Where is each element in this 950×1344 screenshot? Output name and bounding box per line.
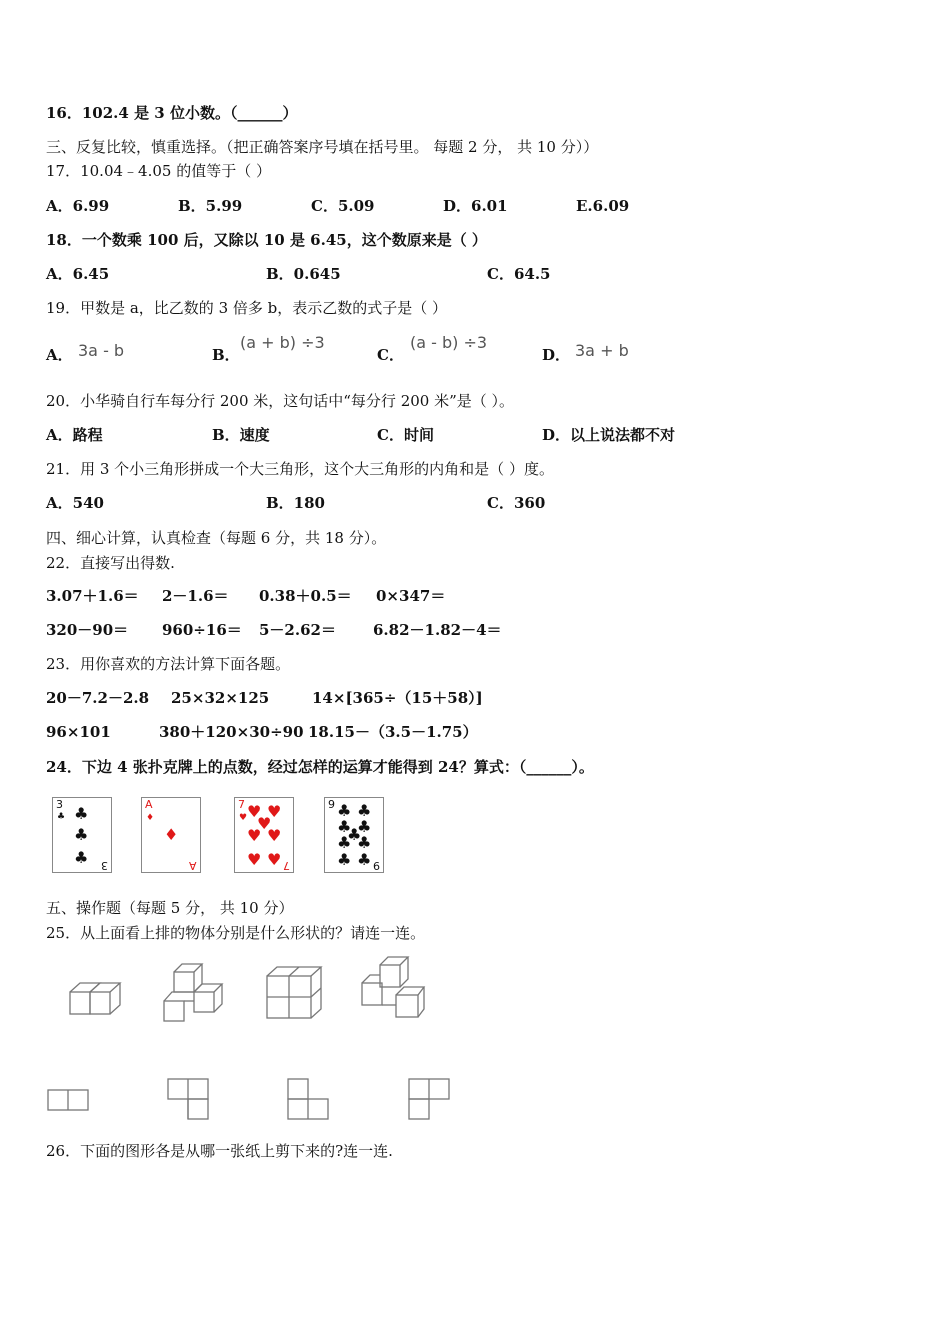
club-icon: ♣	[57, 812, 66, 822]
section-5-heading: 五、操作题（每题 5 分， 共 10 分）	[46, 899, 294, 917]
club-icon: ♣	[357, 817, 372, 836]
card-rank: 7	[283, 859, 290, 872]
q19-label-d[interactable]: D．	[542, 346, 571, 364]
diamond-icon: ♦	[164, 825, 179, 844]
q17-option-e[interactable]: E.6.09	[576, 197, 630, 215]
cube-figure-3[interactable]	[263, 962, 323, 1022]
question-19-stem: 19．甲数是 a，比乙数的 3 倍多 b，表示乙数的式子是（ ）	[46, 299, 448, 317]
club-icon: ♣	[74, 804, 89, 823]
q17-option-b[interactable]: B．5.99	[178, 197, 243, 215]
q22-item: 2－1.6＝	[162, 587, 229, 605]
q18-option-a[interactable]: A．6.45	[46, 265, 110, 283]
club-icon: ♣	[357, 801, 372, 820]
club-icon: ♣	[337, 801, 352, 820]
q20-option-c[interactable]: C．时间	[377, 426, 434, 444]
club-icon: ♣	[347, 825, 362, 844]
playing-card-3-clubs	[52, 797, 112, 873]
heart-icon: ♥	[247, 826, 262, 845]
q23-item: 14×[365÷（15＋58）]	[312, 689, 483, 707]
cube-figure-1[interactable]	[66, 975, 126, 1020]
q19-expr-a: 3a - b	[78, 341, 125, 360]
card-rank: 3	[56, 798, 63, 811]
q19-label-a[interactable]: A．	[46, 346, 73, 364]
heart-icon: ♥	[239, 813, 248, 823]
top-view-shape-3[interactable]	[286, 1077, 332, 1123]
q19-expr-d: 3a + b	[575, 341, 629, 360]
club-icon: ♣	[357, 850, 372, 869]
question-26-stem: 26．下面的图形各是从哪一张纸上剪下来的?连一连.	[46, 1142, 393, 1160]
q21-option-b[interactable]: B．180	[266, 494, 325, 512]
club-icon: ♣	[337, 833, 352, 852]
section-3-heading: 三、反复比较，慎重选择。（把正确答案序号填在括号里。 每题 2 分， 共 10 分））	[46, 138, 599, 156]
question-17-stem: 17．10.04﹣4.05 的值等于（ ）	[46, 162, 271, 180]
q22-item: 6.82－1.82－4＝	[373, 621, 502, 639]
q22-item: 320－90＝	[46, 621, 129, 639]
top-view-shape-2[interactable]	[166, 1077, 212, 1123]
section-4-heading: 四、细心计算，认真检查（每题 6 分，共 18 分）。	[46, 529, 387, 547]
q19-label-b[interactable]: B．	[212, 346, 240, 364]
q23-item: 380＋120×30÷90	[159, 723, 304, 741]
heart-icon: ♥	[247, 850, 262, 869]
q22-item: 960÷16＝	[162, 621, 242, 639]
club-icon: ♣	[74, 825, 89, 844]
q19-expr-c: (a - b) ÷3	[410, 333, 488, 352]
club-icon: ♣	[337, 817, 352, 836]
cube-figure-4[interactable]	[356, 953, 426, 1021]
q18-option-b[interactable]: B．0.645	[266, 265, 341, 283]
q19-expr-b: (a + b) ÷3	[240, 333, 325, 352]
diamond-icon: ♦	[146, 813, 155, 823]
q17-option-c[interactable]: C．5.09	[311, 197, 375, 215]
q20-option-d[interactable]: D．以上说法都不对	[542, 426, 676, 444]
q23-item: 96×101	[46, 723, 111, 741]
heart-icon: ♥	[247, 802, 262, 821]
top-view-shape-1[interactable]	[46, 1088, 92, 1114]
top-view-shape-4[interactable]	[407, 1077, 453, 1123]
heart-icon: ♥	[267, 826, 282, 845]
q22-item: 5－2.62＝	[259, 621, 336, 639]
q20-option-a[interactable]: A．路程	[46, 426, 103, 444]
q23-item: 18.15－（3.5－1.75）	[308, 723, 478, 741]
card-rank: 9	[328, 798, 335, 811]
q19-label-c[interactable]: C．	[377, 346, 404, 364]
card-rank: A	[145, 798, 153, 811]
question-18-stem: 18．一个数乘 100 后，又除以 10 是 6.45，这个数原来是（ ）	[46, 231, 487, 249]
q22-item: 0.38＋0.5＝	[259, 587, 352, 605]
q22-item: 0×347＝	[376, 587, 446, 605]
club-icon: ♣	[337, 850, 352, 869]
question-21-stem: 21．用 3 个小三角形拼成一个大三角形，这个大三角形的内角和是（ ）度。	[46, 460, 554, 478]
q22-item: 3.07＋1.6＝	[46, 587, 139, 605]
question-23-stem: 23．用你喜欢的方法计算下面各题。	[46, 655, 291, 673]
heart-icon: ♥	[267, 802, 282, 821]
q18-option-c[interactable]: C．64.5	[487, 265, 551, 283]
q23-item: 25×32×125	[171, 689, 270, 707]
playing-card-ace-diamonds	[141, 797, 201, 873]
playing-card-9-clubs	[324, 797, 384, 873]
card-rank: 7	[238, 798, 245, 811]
card-rank: A	[189, 859, 197, 872]
q21-option-a[interactable]: A．540	[46, 494, 104, 512]
playing-card-7-hearts	[234, 797, 294, 873]
cube-figure-2[interactable]	[160, 960, 230, 1025]
question-22-stem: 22．直接写出得数.	[46, 554, 175, 572]
club-icon: ♣	[357, 833, 372, 852]
question-25-stem: 25．从上面看上排的物体分别是什么形状的？请连一连。	[46, 924, 426, 942]
question-20-stem: 20．小华骑自行车每分行 200 米，这句话中“每分行 200 米”是（ ）。	[46, 392, 515, 410]
q21-option-c[interactable]: C．360	[487, 494, 546, 512]
q23-item: 20－7.2－2.8	[46, 689, 150, 707]
question-24-stem: 24．下边 4 张扑克牌上的点数，经过怎样的运算才能得到 24？算式：（______）。	[46, 758, 594, 776]
question-16: 16．102.4 是 3 位小数。（______）	[46, 104, 298, 122]
q17-option-a[interactable]: A．6.99	[46, 197, 110, 215]
q20-option-b[interactable]: B．速度	[212, 426, 270, 444]
card-rank: 3	[101, 859, 108, 872]
card-rank: 9	[373, 859, 380, 872]
q17-option-d[interactable]: D．6.01	[443, 197, 508, 215]
club-icon: ♣	[74, 848, 89, 867]
heart-icon: ♥	[267, 850, 282, 869]
heart-icon: ♥	[257, 814, 272, 833]
